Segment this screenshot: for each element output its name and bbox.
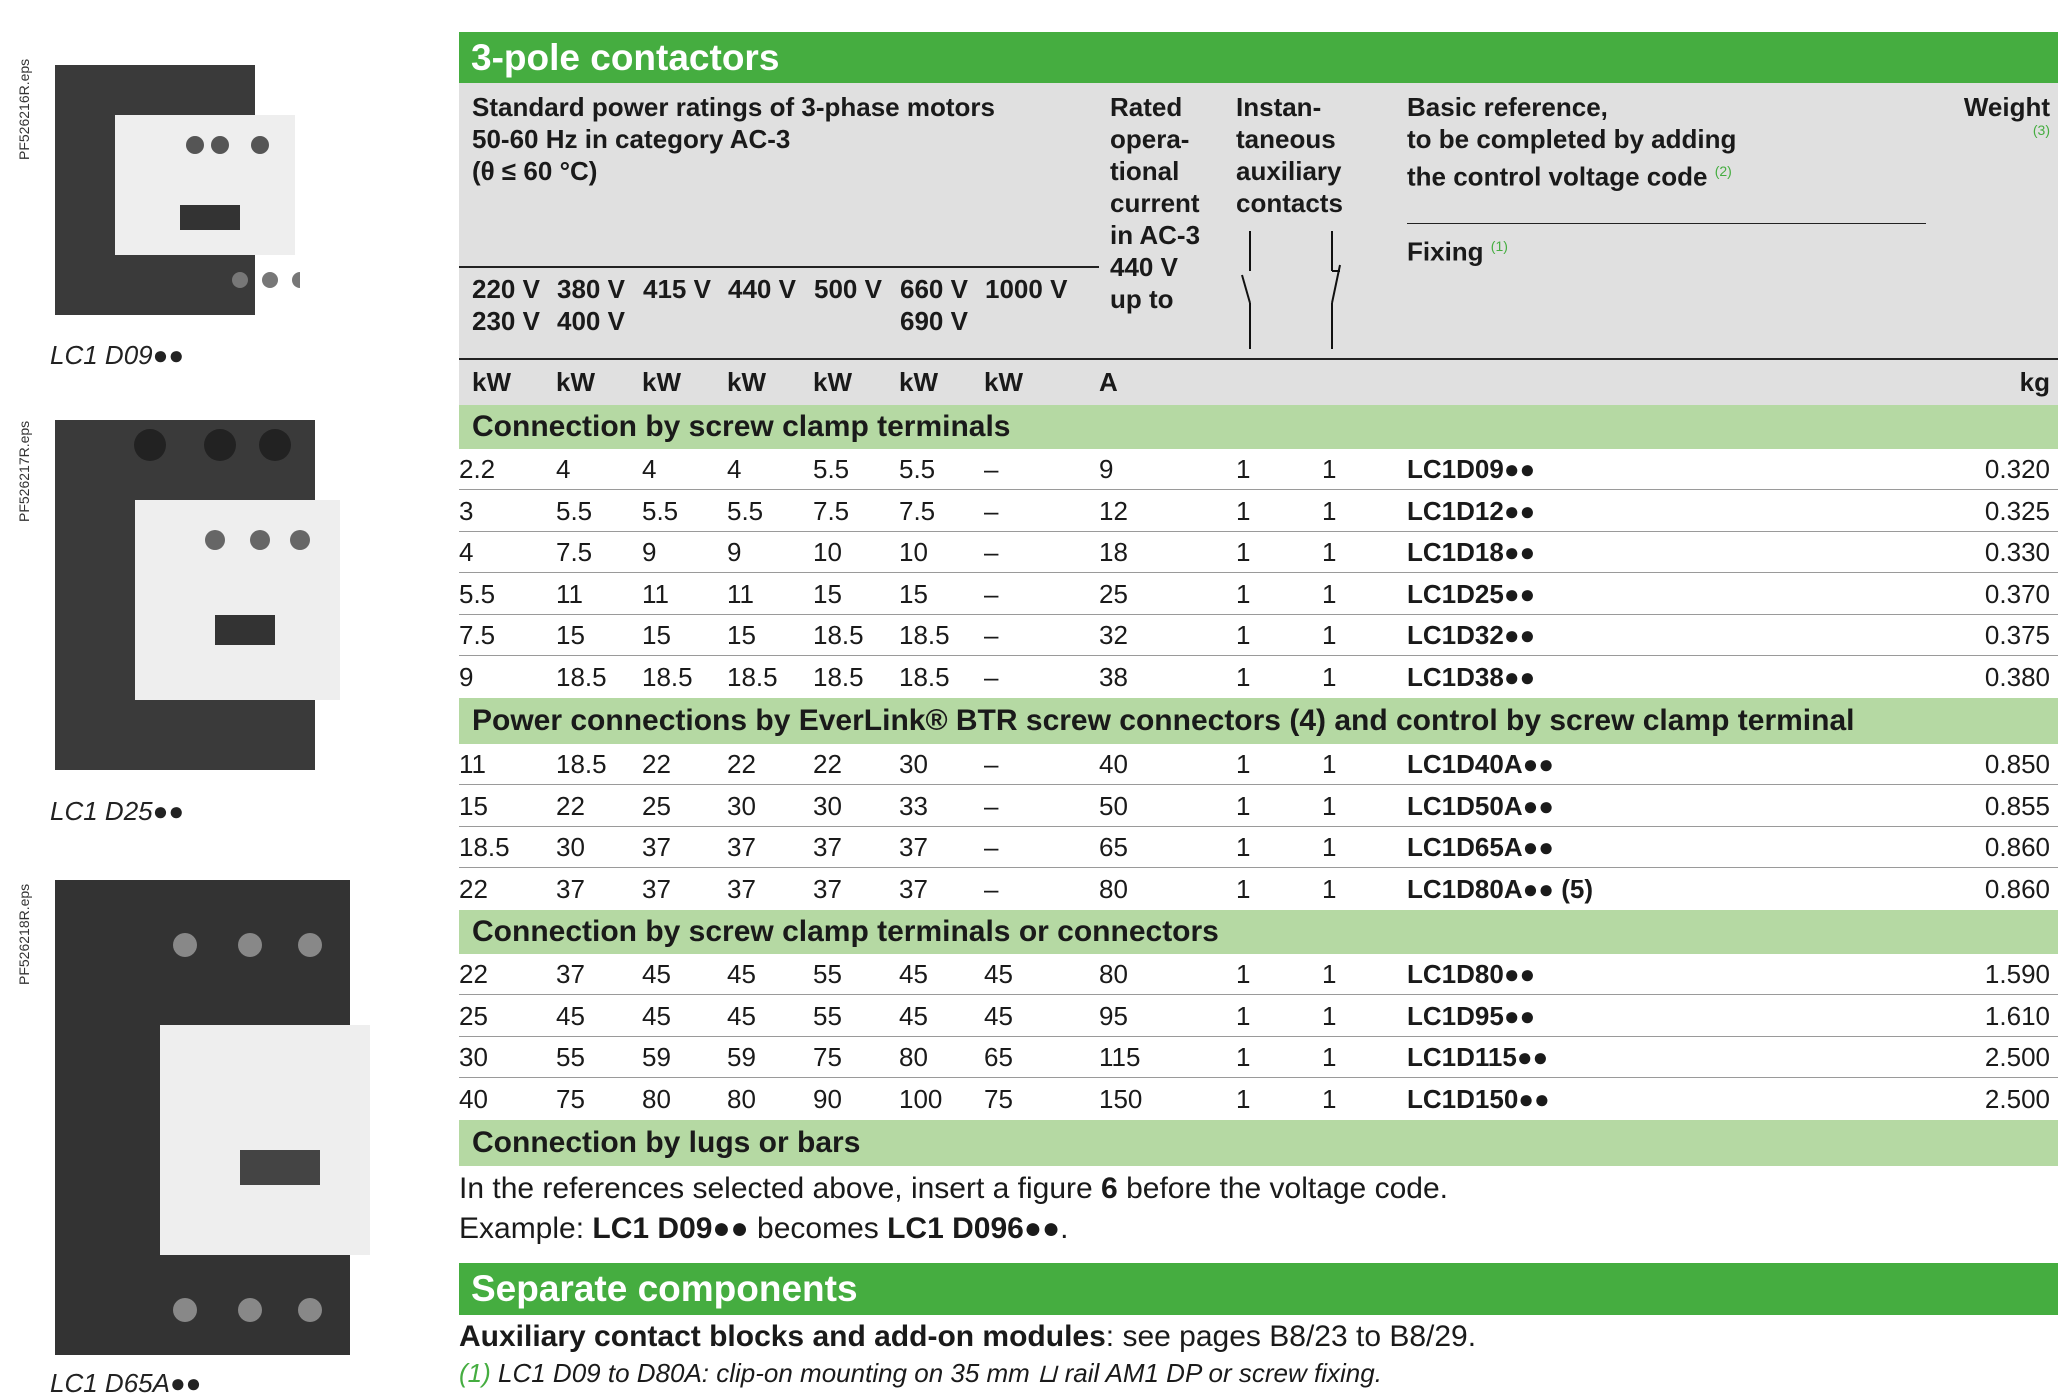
reference-cell: LC1D115●●: [1407, 1042, 1549, 1072]
value-cell: 115: [1099, 1042, 1141, 1072]
value-cell: 2.2: [459, 454, 496, 484]
value-cell: 55: [813, 1000, 842, 1031]
divider: [459, 266, 1099, 268]
unit-label: kW: [899, 367, 938, 397]
value-cell: 25: [459, 1000, 488, 1031]
text: : see pages B8/23 to B8/29.: [1105, 1320, 1477, 1353]
value-cell: 18: [1099, 537, 1128, 567]
value-cell: 5.5: [459, 578, 496, 609]
value-cell: 1: [1322, 959, 1337, 989]
value-cell: 40: [459, 1083, 488, 1114]
value-cell: 10: [813, 537, 842, 567]
footnote-ref: (2): [1714, 163, 1732, 179]
value-cell: 45: [642, 1000, 671, 1031]
unit-label: kW: [642, 367, 681, 397]
section-heading: Power connections by EverLink® BTR screw connectors (4) and control by screw clamp terminal: [459, 698, 2058, 744]
text: .: [1060, 1212, 1069, 1245]
weight-cell: 0.860: [1984, 873, 2050, 904]
value-cell: 5.5: [642, 495, 679, 526]
section-heading: Connection by lugs or bars: [459, 1120, 2058, 1166]
weight-cell: 0.850: [1984, 749, 2050, 779]
divider: [1407, 223, 1926, 224]
value-cell: 9: [1099, 454, 1114, 484]
value-cell: 18.5: [813, 620, 864, 650]
value-cell: 1: [1236, 1000, 1251, 1031]
text: Example:: [459, 1212, 593, 1245]
weight-cell: 0.370: [1984, 578, 2050, 609]
value-cell: 22: [813, 749, 842, 779]
table-row: [459, 657, 2058, 698]
heading-line: contacts: [1236, 188, 1343, 218]
value-cell: 15: [642, 620, 671, 650]
value-cell: 1: [1236, 495, 1251, 526]
value-cell: 18.5: [556, 661, 607, 692]
value-cell: 37: [556, 873, 585, 904]
value-cell: 1: [1322, 1042, 1337, 1072]
value-cell: 45: [556, 1000, 585, 1031]
units-row: [459, 358, 2058, 405]
value-cell: 30: [556, 832, 585, 862]
value-cell: 15: [727, 620, 756, 650]
value-cell: –: [984, 537, 999, 567]
value-cell: 30: [459, 1042, 488, 1072]
heading-line: 50-60 Hz in category AC-3: [472, 124, 791, 154]
value-cell: 37: [899, 832, 928, 862]
heading-line: Instan-: [1236, 92, 1322, 122]
reference-cell: LC1D38●●: [1407, 661, 1536, 692]
heading-line: the control voltage code: [1407, 161, 1708, 192]
footnote-number: (1): [459, 1358, 491, 1388]
value-cell: 45: [984, 959, 1013, 989]
value-cell: 150: [1099, 1083, 1143, 1114]
text: LC1 D09●●: [592, 1212, 749, 1245]
heading-line: 440 V: [1110, 252, 1178, 282]
value-cell: 1: [1322, 1083, 1337, 1114]
value-cell: 9: [727, 537, 742, 567]
text: LC1 D09 to D80A: clip-on mounting on 35 mm ⊔ rail AM1 DP or screw fixing.: [490, 1358, 1382, 1388]
table-row: [459, 996, 2058, 1037]
section-heading: Connection by screw clamp terminals or connectors: [459, 910, 2058, 954]
reference-cell: LC1D150●●: [1407, 1083, 1550, 1114]
value-cell: 30: [899, 749, 928, 779]
value-cell: 22: [642, 749, 671, 779]
unit-label: kW: [472, 367, 511, 397]
value-cell: 75: [813, 1042, 842, 1072]
value-cell: 4: [727, 454, 742, 484]
reference-cell: LC1D80●●: [1407, 959, 1536, 989]
table-row: [459, 491, 2058, 532]
text: before the voltage code.: [1117, 1172, 1448, 1205]
value-cell: 1: [1322, 749, 1337, 779]
contact-symbols-icon: [1229, 231, 1359, 349]
heading-line: Basic reference,: [1407, 92, 1608, 122]
reference-cell: LC1D09●●: [1407, 454, 1536, 484]
value-cell: 75: [984, 1083, 1013, 1114]
value-cell: 18.5: [642, 661, 693, 692]
text: Auxiliary contact blocks and add-on modules: [459, 1320, 1106, 1353]
lugs-example-line: [459, 1212, 1068, 1246]
value-cell: 30: [813, 790, 842, 821]
weight-cell: 0.380: [1984, 661, 2050, 692]
value-cell: 38: [1099, 661, 1128, 692]
rated-current-heading: [1110, 91, 1200, 315]
unit-label: kW: [984, 367, 1023, 397]
value-cell: 1: [1322, 578, 1337, 609]
reference-cell: LC1D65A●●: [1407, 832, 1554, 862]
heading-line: to be completed by adding: [1407, 124, 1737, 154]
value-cell: 90: [813, 1083, 842, 1114]
image-id: PF526218R.eps: [16, 883, 32, 985]
value-cell: 1: [1322, 873, 1337, 904]
unit-label: A: [1099, 367, 1118, 397]
table-row: [459, 827, 2058, 868]
table-row: [459, 574, 2058, 615]
reference-cell: LC1D50A●●: [1407, 790, 1554, 821]
value-cell: 4: [642, 454, 657, 484]
value-cell: 1: [1236, 454, 1251, 484]
value-cell: 37: [813, 832, 842, 862]
value-cell: 40: [1099, 749, 1128, 779]
image-id: PF526217R.eps: [16, 420, 32, 522]
reference-cell: LC1D40A●●: [1407, 749, 1554, 779]
lugs-note-line: [459, 1172, 1448, 1206]
table-row: [459, 449, 2058, 490]
value-cell: 30: [727, 790, 756, 821]
weight-cell: 0.320: [1984, 454, 2050, 484]
value-cell: 45: [899, 959, 928, 989]
value-cell: –: [984, 749, 999, 779]
image-caption: LC1 D65A●●: [50, 1368, 202, 1398]
value-cell: 1: [1236, 832, 1251, 862]
reference-cell: LC1D25●●: [1407, 578, 1536, 609]
section-title: Separate components: [459, 1263, 2058, 1315]
table-row: [459, 744, 2058, 785]
value-cell: 1: [1322, 537, 1337, 567]
value-cell: 37: [813, 873, 842, 904]
value-cell: –: [984, 832, 999, 862]
table-row: [459, 786, 2058, 827]
value-cell: 18.5: [899, 661, 950, 692]
value-cell: 15: [899, 578, 928, 609]
weight-heading: [1964, 91, 2050, 137]
value-cell: 15: [459, 790, 488, 821]
voltage-label: 230 V: [472, 306, 540, 336]
value-cell: 7.5: [459, 620, 496, 650]
value-cell: –: [984, 454, 999, 484]
heading-line: (θ ≤ 60 °C): [472, 156, 598, 186]
value-cell: 7.5: [556, 537, 593, 567]
value-cell: 80: [727, 1083, 756, 1114]
value-cell: 1: [1322, 495, 1337, 526]
value-cell: 4: [556, 454, 571, 484]
value-cell: 100: [899, 1083, 943, 1114]
value-cell: 5.5: [813, 454, 850, 484]
value-cell: 1: [1322, 661, 1337, 692]
value-cell: 1: [1236, 1083, 1251, 1114]
value-cell: 11: [727, 578, 754, 609]
value-cell: 65: [984, 1042, 1013, 1072]
value-cell: 37: [642, 873, 671, 904]
value-cell: 1: [1322, 620, 1337, 650]
value-cell: 1: [1236, 749, 1251, 779]
value-cell: 33: [899, 790, 928, 821]
value-cell: 5.5: [727, 495, 764, 526]
value-cell: 45: [642, 959, 671, 989]
footnote-1: [459, 1358, 1382, 1389]
power-ratings-heading: [472, 91, 995, 187]
value-cell: 37: [642, 832, 671, 862]
value-cell: 18.5: [899, 620, 950, 650]
value-cell: 25: [1099, 578, 1128, 609]
voltage-label: 660 V: [900, 274, 968, 304]
value-cell: 1: [1236, 790, 1251, 821]
weight-cell: 0.325: [1984, 495, 2050, 526]
reference-cell: LC1D95●●: [1407, 1000, 1536, 1031]
table-row: [459, 954, 2058, 995]
value-cell: 9: [642, 537, 657, 567]
value-cell: 80: [642, 1083, 671, 1114]
weight-cell: 1.590: [1984, 959, 2050, 989]
text: LC1 D096●●: [887, 1212, 1061, 1245]
voltage-label: 440 V: [728, 274, 796, 304]
value-cell: 37: [556, 959, 585, 989]
value-cell: 22: [556, 790, 585, 821]
aux-blocks-line: [459, 1320, 1476, 1354]
value-cell: 45: [727, 1000, 756, 1031]
voltage-label: 400 V: [557, 306, 625, 336]
text: becomes: [748, 1212, 888, 1245]
table-row: [459, 1079, 2058, 1120]
unit-label: kW: [556, 367, 595, 397]
weight-cell: 0.375: [1984, 620, 2050, 650]
fixing-heading: Fixing: [1407, 236, 1484, 267]
value-cell: 1: [1322, 1000, 1337, 1031]
reference-cell: LC1D32●●: [1407, 620, 1536, 650]
table-row: [459, 869, 2058, 910]
value-cell: 1: [1322, 832, 1337, 862]
value-cell: 7.5: [813, 495, 850, 526]
value-cell: 11: [642, 578, 669, 609]
value-cell: 1: [1236, 1042, 1251, 1072]
value-cell: 5.5: [556, 495, 593, 526]
value-cell: –: [984, 873, 999, 904]
value-cell: 9: [459, 661, 474, 692]
voltage-label: 415 V: [643, 274, 711, 304]
section-title: 3-pole contactors: [459, 32, 2058, 83]
value-cell: 25: [642, 790, 671, 821]
basic-reference-heading: [1407, 91, 1736, 193]
value-cell: 1: [1236, 578, 1251, 609]
value-cell: –: [984, 620, 999, 650]
contactor-photo-d65a: [50, 865, 370, 1355]
value-cell: 4: [459, 537, 474, 567]
value-cell: 11: [556, 578, 583, 609]
heading-line: tional: [1110, 156, 1180, 186]
aux-contacts-heading: [1236, 91, 1343, 219]
value-cell: 45: [984, 1000, 1013, 1031]
text: In the references selected above, insert a figure: [459, 1172, 1102, 1205]
table-row: [459, 532, 2058, 573]
value-cell: 37: [727, 832, 756, 862]
value-cell: 1: [1236, 537, 1251, 567]
image-caption: LC1 D09●●: [50, 340, 185, 370]
heading-line: current: [1110, 188, 1200, 218]
value-cell: 37: [727, 873, 756, 904]
voltage-label: 500 V: [814, 274, 882, 304]
value-cell: 32: [1099, 620, 1128, 650]
value-cell: 50: [1099, 790, 1128, 821]
value-cell: 59: [727, 1042, 756, 1072]
value-cell: 10: [899, 537, 928, 567]
heading-line: Weight: [1963, 92, 2050, 122]
value-cell: –: [984, 495, 999, 526]
contactor-photo-d09: [50, 35, 300, 325]
unit-label: kW: [813, 367, 852, 397]
reference-cell: LC1D12●●: [1407, 495, 1536, 526]
value-cell: 22: [459, 873, 488, 904]
text: 6: [1101, 1172, 1118, 1205]
reference-cell: LC1D80A●● (5): [1407, 873, 1593, 904]
value-cell: 5.5: [899, 454, 936, 484]
value-cell: 15: [556, 620, 585, 650]
value-cell: 95: [1099, 1000, 1128, 1031]
value-cell: 45: [899, 1000, 928, 1031]
footnote-ref: (1): [1490, 238, 1508, 254]
value-cell: 18.5: [813, 661, 864, 692]
voltage-label: 690 V: [900, 306, 968, 336]
voltage-label: 380 V: [557, 274, 625, 304]
heading-line: up to: [1110, 284, 1174, 314]
value-cell: 11: [459, 749, 486, 779]
value-cell: –: [984, 578, 999, 609]
weight-cell: 0.330: [1984, 537, 2050, 567]
value-cell: 37: [899, 873, 928, 904]
table-row: [459, 615, 2058, 656]
value-cell: 80: [899, 1042, 928, 1072]
value-cell: 59: [642, 1042, 671, 1072]
section-heading: Connection by screw clamp terminals: [459, 405, 2058, 449]
value-cell: 1: [1236, 959, 1251, 989]
voltage-label: 220 V: [472, 274, 540, 304]
value-cell: 18.5: [556, 749, 607, 779]
heading-line: Rated: [1110, 92, 1183, 122]
footnote-ref: (3): [2032, 122, 2050, 138]
voltage-label: 1000 V: [985, 274, 1068, 304]
value-cell: 18.5: [727, 661, 778, 692]
table-header: [459, 83, 2058, 405]
value-cell: –: [984, 661, 999, 692]
weight-cell: 0.855: [1984, 790, 2050, 821]
heading-line: auxiliary: [1236, 156, 1342, 186]
value-cell: 1: [1236, 873, 1251, 904]
value-cell: 22: [459, 959, 488, 989]
value-cell: 75: [556, 1083, 585, 1114]
value-cell: 18.5: [459, 832, 510, 862]
weight-cell: 0.860: [1984, 832, 2050, 862]
heading-line: taneous: [1236, 124, 1336, 154]
value-cell: –: [984, 790, 999, 821]
heading-line: Standard power ratings of 3-phase motors: [472, 92, 995, 122]
weight-cell: 2.500: [1984, 1083, 2050, 1114]
value-cell: 3: [459, 495, 474, 526]
image-caption: LC1 D25●●: [50, 796, 185, 826]
contactor-photo-d25: [50, 400, 350, 780]
value-cell: 55: [556, 1042, 585, 1072]
heading-line: in AC-3: [1110, 220, 1201, 250]
value-cell: 22: [727, 749, 756, 779]
value-cell: 15: [813, 578, 842, 609]
value-cell: 1: [1322, 454, 1337, 484]
value-cell: 80: [1099, 959, 1128, 989]
value-cell: 1: [1322, 790, 1337, 821]
unit-label: kg: [2019, 367, 2050, 397]
table-row: [459, 1037, 2058, 1078]
value-cell: 7.5: [899, 495, 936, 526]
weight-cell: 2.500: [1984, 1042, 2050, 1072]
value-cell: 1: [1236, 620, 1251, 650]
image-id: PF526216R.eps: [16, 58, 32, 160]
unit-label: kW: [727, 367, 766, 397]
weight-cell: 1.610: [1984, 1000, 2050, 1031]
value-cell: 55: [813, 959, 842, 989]
value-cell: 80: [1099, 873, 1128, 904]
reference-cell: LC1D18●●: [1407, 537, 1536, 567]
value-cell: 65: [1099, 832, 1128, 862]
value-cell: 45: [727, 959, 756, 989]
heading-line: opera-: [1110, 124, 1190, 154]
value-cell: 1: [1236, 661, 1251, 692]
value-cell: 12: [1099, 495, 1128, 526]
